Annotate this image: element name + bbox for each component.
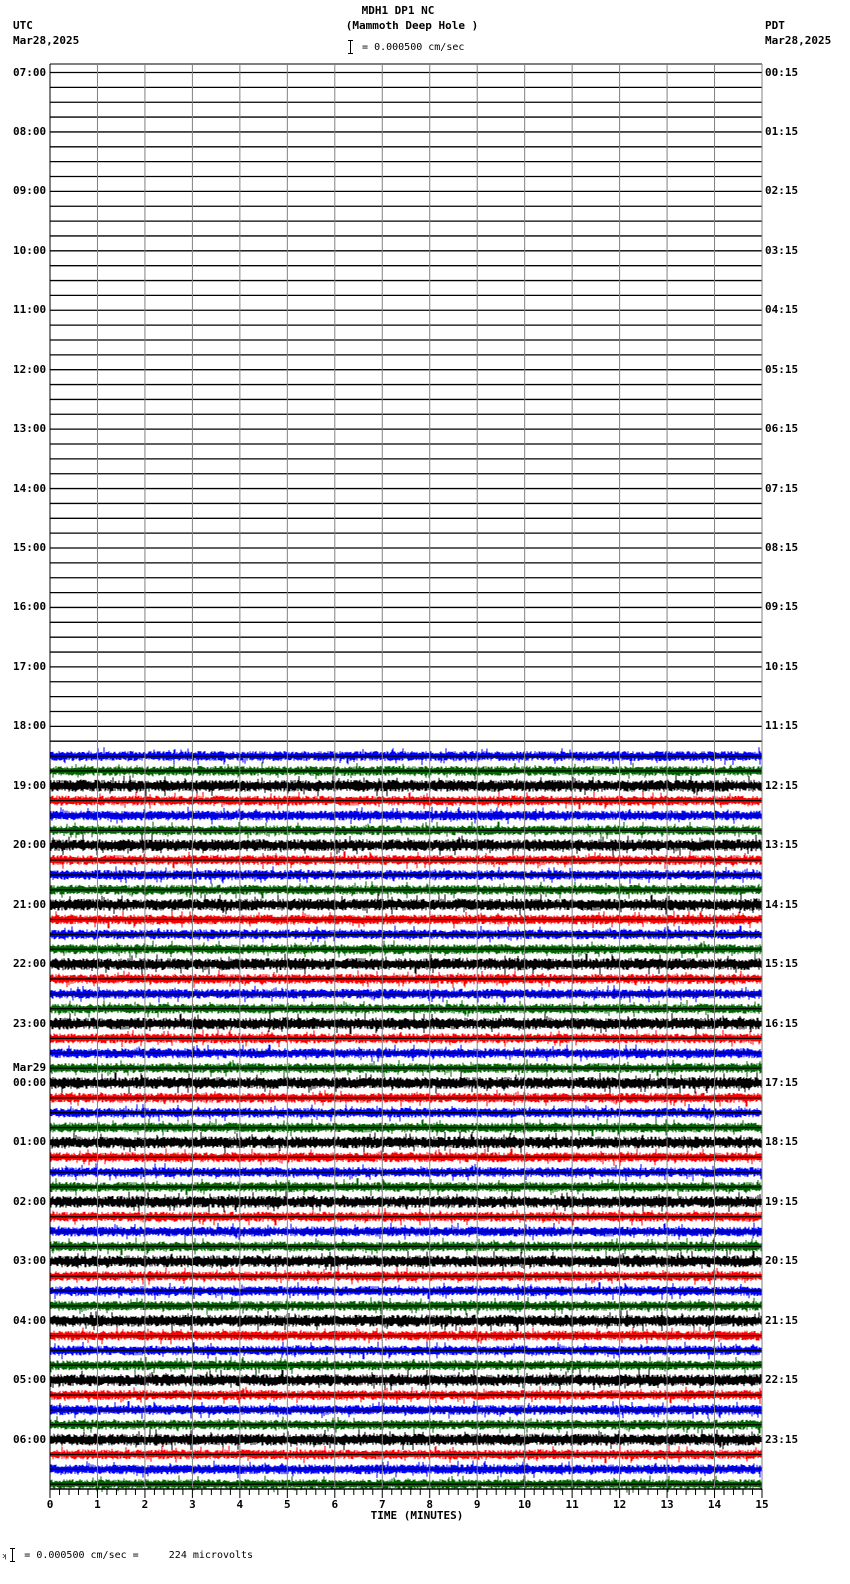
- utc-hour-label: 17:00: [13, 659, 47, 673]
- utc-hour-label: 02:00: [13, 1194, 47, 1208]
- pdt-hour-label: 16:15: [765, 1016, 799, 1030]
- utc-hour-label: 07:00: [13, 65, 47, 79]
- utc-hour-label: 11:00: [13, 303, 47, 317]
- x-tick-label: 14: [707, 1498, 722, 1511]
- scale-text: = 0.000500 cm/sec: [362, 42, 465, 53]
- pdt-hour-label: 04:15: [765, 303, 799, 317]
- x-tick-label: 15: [755, 1498, 769, 1511]
- right-timezone: PDT: [765, 19, 785, 32]
- utc-hour-label: 01:00: [13, 1135, 47, 1149]
- x-tick-label: 10: [518, 1498, 532, 1511]
- pdt-hour-label: 12:15: [765, 778, 799, 792]
- footer-prefix: ʞ: [2, 1552, 7, 1560]
- scale-bar-icon: [12, 1548, 18, 1562]
- pdt-hour-label: 18:15: [765, 1135, 799, 1149]
- pdt-hour-label: 19:15: [765, 1194, 799, 1208]
- x-tick-label: 2: [141, 1498, 149, 1511]
- x-axis-label: TIME (MINUTES): [370, 1509, 464, 1522]
- x-tick-label: 6: [331, 1498, 339, 1511]
- pdt-hour-label: 22:15: [765, 1373, 799, 1387]
- utc-hour-label: 18:00: [13, 719, 47, 733]
- station-title: MDH1 DP1 NC: [361, 4, 435, 17]
- utc-hour-label: 15:00: [13, 541, 47, 555]
- utc-hour-label: 14:00: [13, 481, 47, 495]
- x-tick-label: 9: [473, 1498, 481, 1511]
- pdt-hour-label: 17:15: [765, 1075, 799, 1089]
- x-tick-label: 4: [236, 1498, 244, 1511]
- pdt-hour-label: 23:15: [765, 1432, 799, 1446]
- pdt-hour-label: 15:15: [765, 957, 799, 971]
- utc-hour-label: 22:00: [13, 957, 47, 971]
- pdt-hour-label: 11:15: [765, 719, 799, 733]
- left-timezone: UTC: [13, 19, 33, 32]
- x-tick-label: 5: [284, 1498, 291, 1511]
- utc-hour-label: 04:00: [13, 1313, 47, 1327]
- pdt-hour-label: 05:15: [765, 362, 799, 376]
- scale-bar-icon: [350, 40, 356, 54]
- utc-hour-label: 08:00: [13, 124, 47, 138]
- utc-hour-label: 00:00: [13, 1075, 47, 1089]
- pdt-hour-label: 20:15: [765, 1254, 799, 1268]
- pdt-hour-label: 00:15: [765, 65, 799, 79]
- x-tick-label: 12: [612, 1498, 627, 1511]
- pdt-hour-label: 13:15: [765, 838, 799, 852]
- pdt-hour-label: 10:15: [765, 659, 799, 673]
- footer-scale-text: = 0.000500 cm/sec = 224 microvolts: [24, 1550, 254, 1561]
- right-date: Mar28,2025: [765, 34, 832, 47]
- x-tick-label: 1: [94, 1498, 101, 1511]
- scale-legend-top: [350, 40, 464, 54]
- pdt-hour-label: 01:15: [765, 124, 799, 138]
- utc-hour-label: 03:00: [13, 1254, 47, 1268]
- utc-hour-label: 13:00: [13, 422, 47, 436]
- pdt-hour-label: 02:15: [765, 184, 799, 198]
- x-tick-label: 11: [565, 1498, 579, 1511]
- utc-hour-label: 06:00: [13, 1432, 47, 1446]
- left-date: Mar28,2025: [13, 34, 80, 47]
- pdt-hour-label: 14:15: [765, 897, 799, 911]
- date-change-label: Mar29: [13, 1060, 47, 1074]
- utc-hour-label: 05:00: [13, 1373, 47, 1387]
- utc-hour-label: 09:00: [13, 184, 47, 198]
- pdt-hour-label: 21:15: [765, 1313, 799, 1327]
- utc-hour-label: 10:00: [13, 243, 47, 257]
- pdt-hour-label: 09:15: [765, 600, 799, 614]
- utc-hour-label: 23:00: [13, 1016, 47, 1030]
- pdt-hour-label: 08:15: [765, 541, 799, 555]
- pdt-hour-label: 07:15: [765, 481, 799, 495]
- station-subtitle: (Mammoth Deep Hole ): [345, 19, 479, 32]
- x-tick-label: 3: [189, 1498, 196, 1511]
- utc-hour-label: 16:00: [13, 600, 47, 614]
- pdt-hour-label: 03:15: [765, 243, 799, 257]
- utc-hour-label: 19:00: [13, 778, 47, 792]
- x-tick-label: 8: [426, 1498, 434, 1511]
- x-tick-label: 7: [378, 1498, 386, 1511]
- utc-hour-label: 21:00: [13, 897, 47, 911]
- scale-legend-bottom: [2, 1548, 253, 1562]
- x-tick-label: 0: [46, 1498, 54, 1511]
- utc-hour-label: 12:00: [13, 362, 47, 376]
- pdt-hour-label: 06:15: [765, 422, 799, 436]
- x-tick-label: 13: [660, 1498, 674, 1511]
- utc-hour-label: 20:00: [13, 838, 47, 852]
